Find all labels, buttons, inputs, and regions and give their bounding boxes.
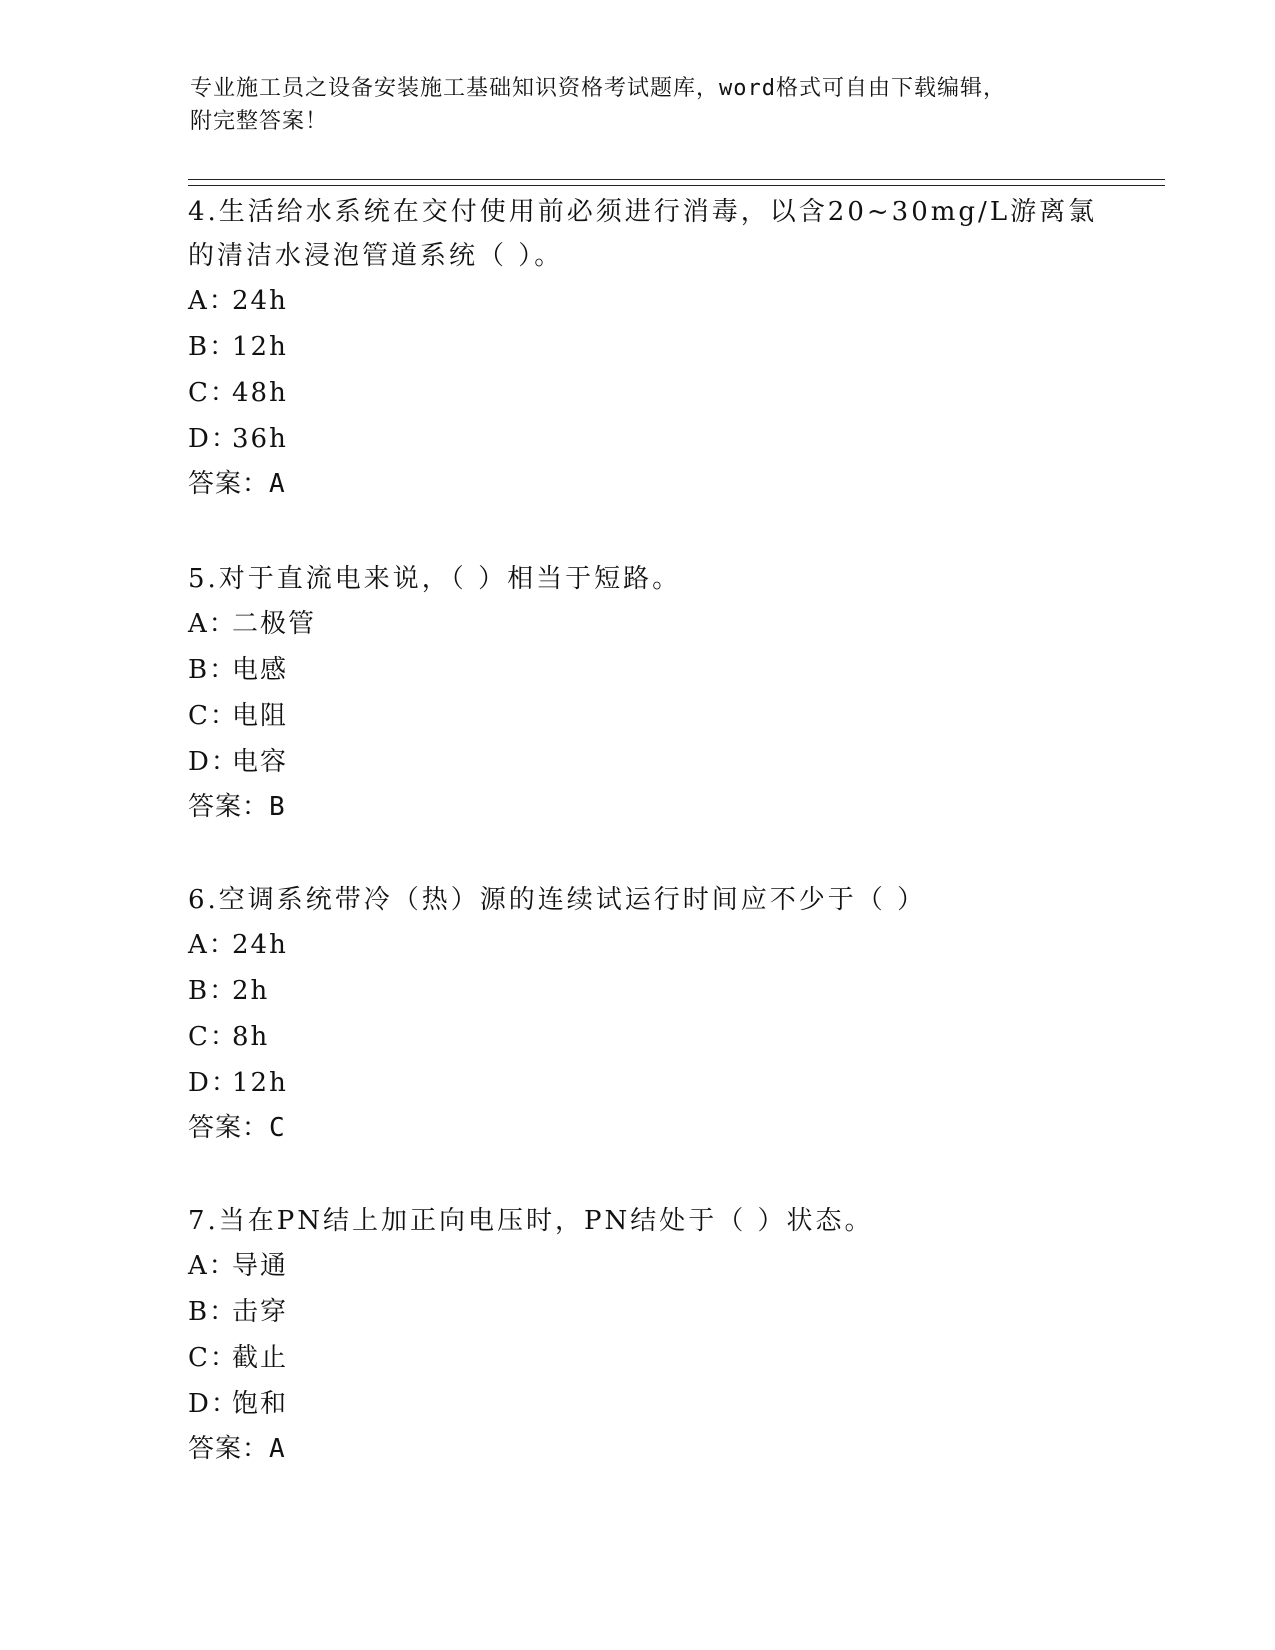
option-text: 击穿 — [232, 1297, 289, 1327]
option-letter: D： — [188, 1068, 239, 1098]
option-text: 电感 — [232, 655, 289, 685]
option-c — [188, 693, 1088, 739]
answer-line: 答案：A — [188, 1434, 286, 1464]
option-text: 电容 — [232, 747, 289, 777]
option-d — [188, 1060, 1088, 1106]
option-letter: D： — [188, 1389, 239, 1419]
question-stem-line-1: 6.空调系统带冷（热）源的连续试运行时间应不少于（ ） — [188, 885, 927, 915]
option-b — [188, 968, 1088, 1014]
header-title-line-1: 专业施工员之设备安装施工基础知识资格考试题库，word格式可自由下载编辑， — [190, 76, 1006, 101]
option-text: 8h — [232, 1022, 270, 1052]
option-b — [188, 647, 1088, 693]
document-header — [190, 72, 1090, 138]
question-6 — [188, 878, 1088, 1150]
question-stem-line-1: 7.当在PN结上加正向电压时，PN结处于（ ）状态。 — [188, 1206, 874, 1236]
option-letter: C： — [188, 378, 238, 408]
option-letter: B： — [188, 332, 238, 362]
option-c — [188, 1335, 1088, 1381]
option-letter: D： — [188, 424, 239, 454]
option-text: 24h — [232, 930, 288, 960]
header-divider-bottom — [188, 185, 1165, 186]
option-letter: B： — [188, 976, 238, 1006]
answer-line: 答案：A — [188, 469, 286, 499]
answer-line: 答案：C — [188, 1113, 286, 1143]
option-d — [188, 739, 1088, 785]
option-a — [188, 601, 1088, 647]
option-a — [188, 278, 1088, 324]
option-letter: C： — [188, 1343, 238, 1373]
option-c — [188, 370, 1088, 416]
option-letter: A： — [188, 609, 237, 639]
option-text: 24h — [232, 286, 288, 316]
question-stem-line-2: 的清洁水浸泡管道系统（ ）。 — [188, 241, 564, 271]
option-text: 导通 — [232, 1251, 289, 1281]
answer-line: 答案：B — [188, 792, 286, 822]
question-stem — [188, 878, 1088, 922]
question-5 — [188, 557, 1088, 829]
question-stem — [188, 557, 1088, 601]
option-letter: C： — [188, 1022, 238, 1052]
question-stem-line-1: 5.对于直流电来说，（ ）相当于短路。 — [188, 564, 682, 594]
option-letter: B： — [188, 1297, 238, 1327]
header-divider-top — [188, 179, 1165, 180]
option-d — [188, 416, 1088, 462]
option-b — [188, 324, 1088, 370]
question-7 — [188, 1199, 1088, 1471]
question-4 — [188, 190, 1098, 506]
option-text: 2h — [232, 976, 270, 1006]
question-stem — [188, 1199, 1088, 1243]
option-b — [188, 1289, 1088, 1335]
question-stem — [188, 190, 1098, 278]
header-title-line-2: 附完整答案！ — [190, 109, 329, 134]
question-stem-line-1: 4.生活给水系统在交付使用前必须进行消毒，以含20~30mg/L游离氯 — [188, 197, 1098, 227]
option-text: 12h — [232, 1068, 288, 1098]
option-text: 12h — [232, 332, 288, 362]
option-a — [188, 1243, 1088, 1289]
option-c — [188, 1014, 1088, 1060]
option-text: 截止 — [232, 1343, 289, 1373]
option-letter: A： — [188, 930, 237, 960]
option-letter: C： — [188, 701, 238, 731]
option-letter: B： — [188, 655, 238, 685]
option-letter: A： — [188, 1251, 237, 1281]
option-text: 36h — [232, 424, 288, 454]
option-text: 电阻 — [232, 701, 289, 731]
option-a — [188, 922, 1088, 968]
option-text: 二极管 — [232, 609, 317, 639]
option-letter: D： — [188, 747, 239, 777]
option-text: 饱和 — [232, 1389, 289, 1419]
option-d — [188, 1381, 1088, 1427]
option-text: 48h — [232, 378, 288, 408]
option-letter: A： — [188, 286, 237, 316]
